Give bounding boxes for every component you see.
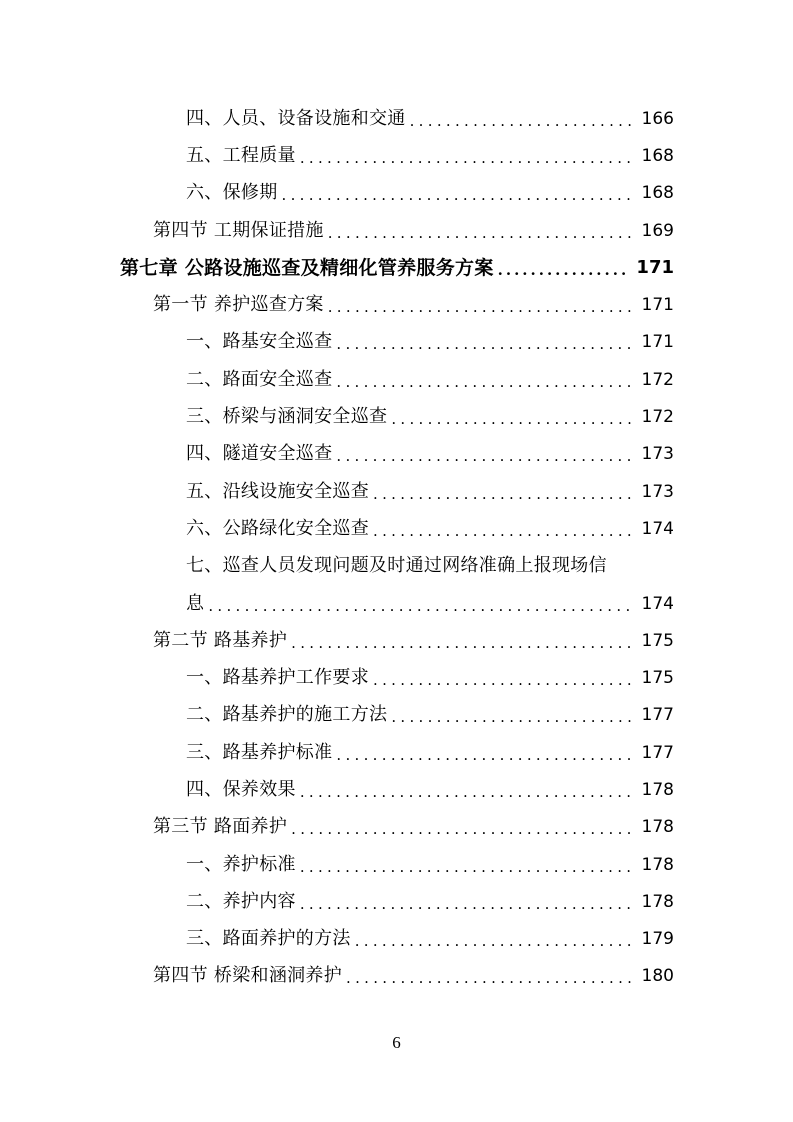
toc-entry-title: 二、养护内容: [186, 890, 296, 912]
toc-leader-dots: [291, 818, 634, 840]
toc-leader-dots: [336, 333, 634, 355]
toc-leader-dots: [336, 371, 634, 393]
toc-entry-title-line1: 七、巡查人员发现问题及时通过网络准确上报现场信: [186, 555, 607, 577]
toc-entry[interactable]: [0, 771, 793, 808]
toc-entry[interactable]: [0, 100, 793, 137]
toc-entry[interactable]: [0, 175, 793, 212]
toc-leader-dots: [410, 110, 634, 132]
toc-entry-page: 178: [641, 854, 674, 875]
table-of-contents: [0, 100, 793, 995]
toc-leader-dots: [208, 595, 634, 617]
toc-entry[interactable]: [0, 436, 793, 473]
toc-entry[interactable]: [0, 921, 793, 958]
toc-entry-title: 一、路基安全巡查: [186, 331, 333, 353]
toc-entry[interactable]: [0, 697, 793, 734]
toc-leader-dots: [300, 856, 634, 878]
toc-entry-chapter[interactable]: [0, 249, 793, 286]
toc-entry-title: 第三节 路面养护: [153, 816, 288, 838]
toc-leader-dots: [300, 147, 634, 169]
toc-entry-page: 175: [641, 668, 674, 689]
toc-leader-dots: [300, 893, 634, 915]
toc-entry-title: 四、保养效果: [186, 778, 296, 800]
toc-entry-page: 171: [636, 256, 674, 278]
toc-entry-title-line2: 息: [186, 592, 205, 614]
toc-entry[interactable]: [0, 510, 793, 547]
toc-entry-section[interactable]: [0, 286, 793, 323]
toc-entry[interactable]: [0, 734, 793, 771]
toc-entry-page: 174: [641, 518, 674, 539]
toc-entry[interactable]: [0, 659, 793, 696]
toc-entry[interactable]: [0, 324, 793, 361]
toc-entry-section[interactable]: [0, 212, 793, 249]
toc-entry-page: 168: [641, 145, 674, 166]
toc-entry-section[interactable]: [0, 622, 793, 659]
toc-leader-dots: [373, 669, 634, 691]
toc-entry-page: 180: [641, 966, 674, 987]
toc-entry-section[interactable]: [0, 809, 793, 846]
toc-leader-dots: [336, 744, 634, 766]
toc-leader-dots: [373, 483, 634, 505]
toc-entry-title: 第二节 路基养护: [153, 629, 288, 651]
toc-entry-wrapped-line1[interactable]: [0, 548, 793, 585]
toc-entry-title: 六、公路绿化安全巡查: [186, 517, 369, 539]
toc-entry[interactable]: [0, 398, 793, 435]
toc-entry-page: 177: [641, 705, 674, 726]
toc-entry-title: 一、路基养护工作要求: [186, 667, 369, 689]
toc-leader-dots: [336, 445, 634, 467]
toc-entry-section[interactable]: [0, 958, 793, 995]
toc-entry[interactable]: [0, 361, 793, 398]
toc-entry-title: 第七章 公路设施巡查及精细化管养服务方案: [120, 256, 494, 279]
toc-leader-dots: [391, 408, 634, 430]
toc-entry-page: 178: [641, 891, 674, 912]
toc-entry-title: 第一节 养护巡查方案: [153, 294, 324, 316]
toc-entry-page: 171: [641, 295, 674, 316]
toc-entry-page: 175: [641, 630, 674, 651]
toc-entry-title: 二、路基养护的施工方法: [186, 704, 388, 726]
toc-entry-page: 168: [641, 183, 674, 204]
toc-leader-dots: [498, 259, 631, 281]
toc-leader-dots: [328, 222, 634, 244]
toc-entry[interactable]: [0, 883, 793, 920]
toc-entry-page: 173: [641, 481, 674, 502]
toc-leader-dots: [373, 520, 634, 542]
page-number: 6: [392, 1033, 401, 1052]
toc-entry[interactable]: [0, 846, 793, 883]
toc-entry-page: 179: [641, 929, 674, 950]
toc-entry-title: 六、保修期: [186, 182, 278, 204]
toc-entry-title: 四、隧道安全巡查: [186, 443, 333, 465]
toc-entry[interactable]: [0, 473, 793, 510]
toc-entry-page: 173: [641, 444, 674, 465]
toc-entry-page: 169: [641, 220, 674, 241]
toc-entry-title: 二、路面安全巡查: [186, 368, 333, 390]
toc-entry[interactable]: [0, 137, 793, 174]
toc-entry-page: 178: [641, 779, 674, 800]
toc-leader-dots: [391, 706, 634, 728]
toc-entry-title: 三、路基养护标准: [186, 741, 333, 763]
toc-leader-dots: [355, 930, 634, 952]
toc-entry-title: 第四节 桥梁和涵洞养护: [153, 965, 343, 987]
toc-entry-page: 172: [641, 369, 674, 390]
toc-entry-title: 五、工程质量: [186, 144, 296, 166]
toc-entry-page: 177: [641, 742, 674, 763]
toc-entry-wrapped-line2[interactable]: [0, 585, 793, 622]
toc-entry-page: 166: [641, 108, 674, 129]
toc-leader-dots: [300, 781, 634, 803]
toc-leader-dots: [328, 296, 634, 318]
toc-entry-page: 174: [641, 593, 674, 614]
toc-entry-title: 一、养护标准: [186, 853, 296, 875]
toc-entry-title: 五、沿线设施安全巡查: [186, 480, 369, 502]
toc-entry-title: 三、路面养护的方法: [186, 928, 351, 950]
toc-entry-page: 178: [641, 817, 674, 838]
toc-entry-page: 172: [641, 407, 674, 428]
toc-entry-page: 171: [641, 332, 674, 353]
toc-entry-title: 三、桥梁与涵洞安全巡查: [186, 406, 388, 428]
toc-leader-dots: [282, 184, 635, 206]
toc-entry-title: 四、人员、设备设施和交通: [186, 107, 406, 129]
toc-entry-title: 第四节 工期保证措施: [153, 219, 324, 241]
toc-leader-dots: [291, 632, 634, 654]
toc-leader-dots: [346, 967, 634, 989]
